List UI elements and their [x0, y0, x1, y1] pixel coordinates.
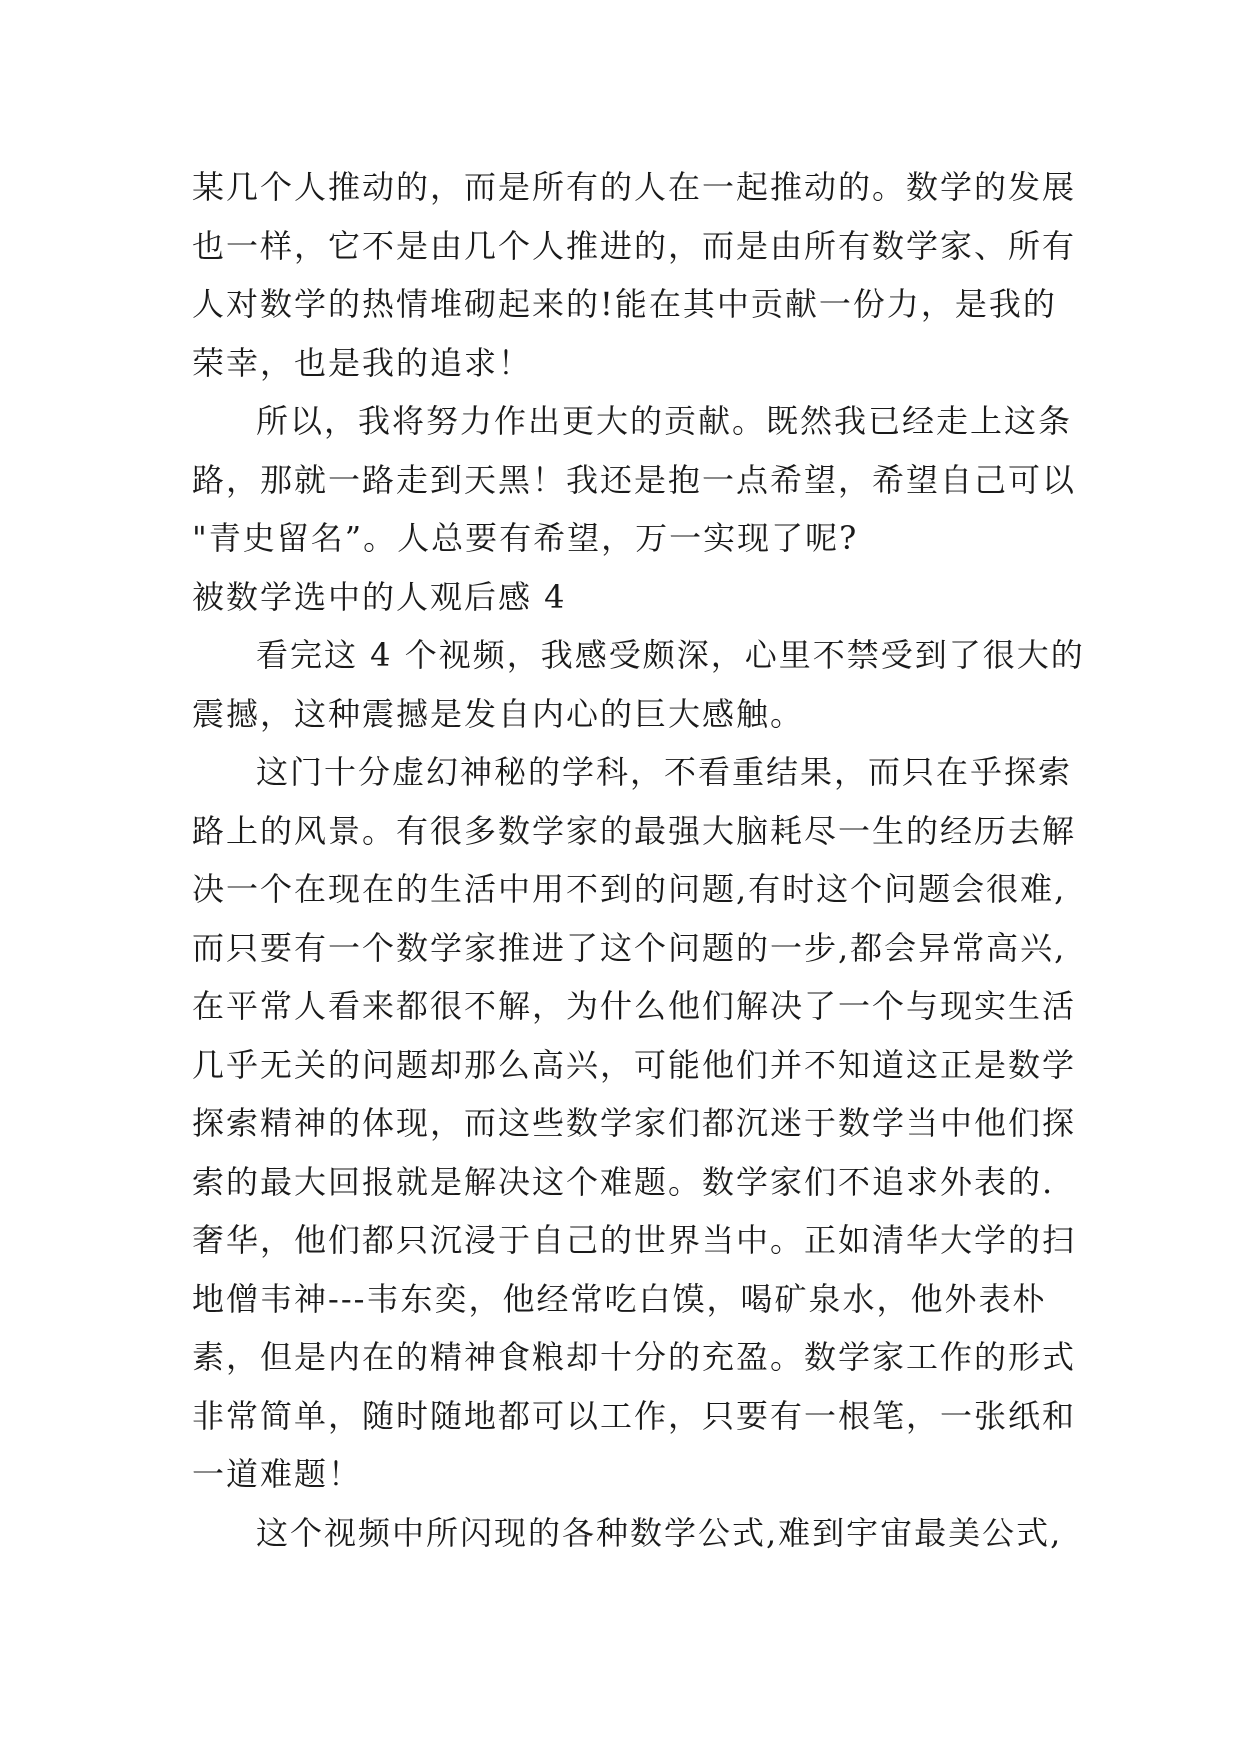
text-line: 地僧韦神---韦东奕，他经常吃白馍，喝矿泉水，他外表朴 — [192, 1279, 1047, 1318]
text-line: 路，那就一路走到天黑！我还是抱一点希望，希望自己可以 — [192, 460, 1077, 499]
text-line: 看完这 4 个视频，我感受颇深，心里不禁受到了很大的 — [256, 636, 1085, 674]
text-line: 非常简单，随时随地都可以工作，只要有一根笔，一张纸和 — [192, 1396, 1077, 1435]
text-line: 所以，我将努力作出更大的贡献。既然我已经走上这条 — [256, 402, 1073, 440]
text-line: 这门十分虚幻神秘的学科，不看重结果，而只在乎探索 — [256, 753, 1073, 791]
text-line: 人对数学的热情堆砌起来的!能在其中贡献一份力，是我的 — [192, 285, 1057, 323]
text-line: 路上的风景。有很多数学家的最强大脑耗尽一生的经历去解 — [192, 811, 1077, 850]
text-line: 素，但是内在的精神食粮却十分的充盈。数学家工作的形式 — [192, 1338, 1077, 1376]
text-line: "青史留名”。人总要有希望，万一实现了呢? — [192, 519, 859, 557]
text-line: 而只要有一个数学家推进了这个问题的一步,都会异常高兴, — [192, 928, 1067, 967]
section-heading: 被数学选中的人观后感 4 — [192, 577, 567, 616]
text-line: 在平常人看来都很不解，为什么他们解决了一个与现实生活 — [192, 987, 1077, 1025]
text-line: 一道难题！ — [192, 1455, 363, 1493]
text-line: 某几个人推动的，而是所有的人在一起推动的。数学的发展 — [192, 168, 1077, 206]
text-line: 震撼，这种震撼是发自内心的巨大感触。 — [192, 694, 805, 733]
text-line: 探索精神的体现，而这些数学家们都沉迷于数学当中他们探 — [192, 1104, 1077, 1142]
text-line: 索的最大回报就是解决这个难题。数学家们不追求外表的. — [192, 1162, 1055, 1201]
text-line: 几乎无关的问题却那么高兴，可能他们并不知道这正是数学 — [192, 1045, 1077, 1084]
text-line: 决一个在现在的生活中用不到的问题,有时这个问题会很难, — [192, 870, 1067, 908]
text-line: 奢华，他们都只沉浸于自己的世界当中。正如清华大学的扫 — [192, 1221, 1077, 1259]
text-line: 这个视频中所闪现的各种数学公式,难到宇宙最美公式, — [256, 1513, 1063, 1552]
document-body — [192, 158, 1085, 1562]
text-line: 荣幸，也是我的追求！ — [192, 343, 533, 382]
text-line: 也一样，它不是由几个人推进的，而是由所有数学家、所有 — [192, 226, 1077, 265]
